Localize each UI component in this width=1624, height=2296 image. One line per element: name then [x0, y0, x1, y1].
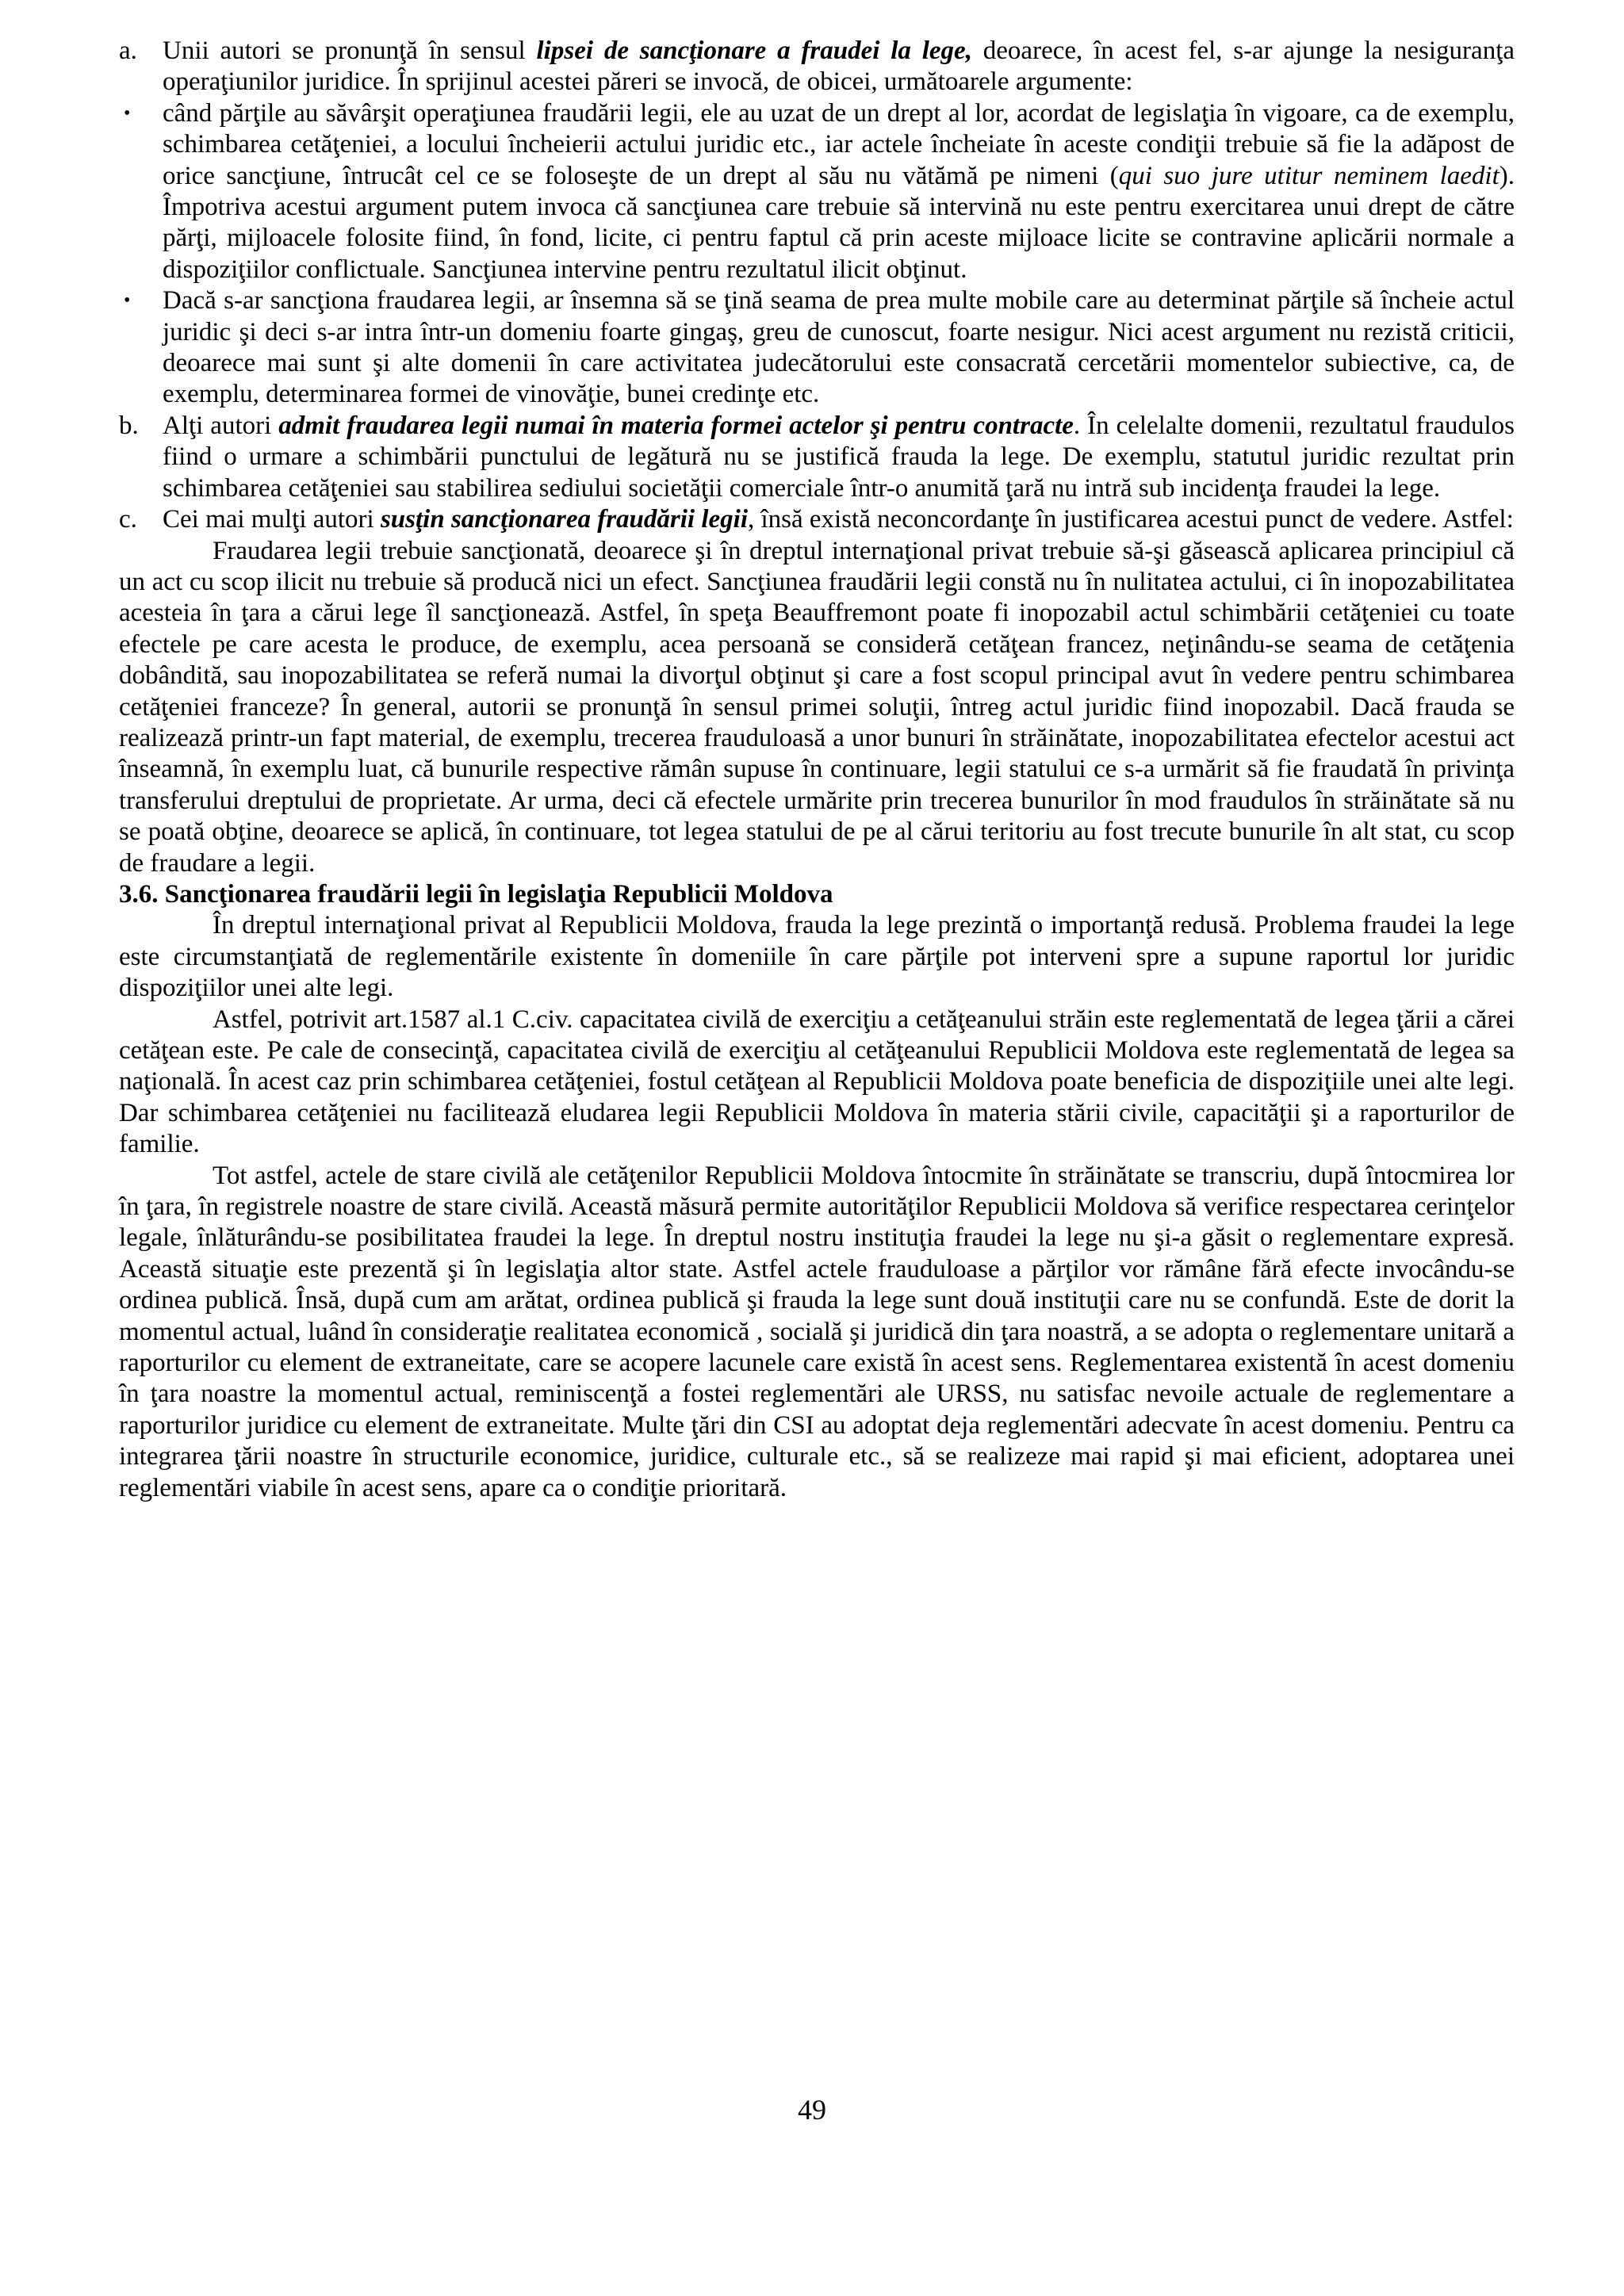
body-paragraph: Fraudarea legii trebuie sancţionată, deoarece şi în dreptul internaţional privat trebuie să-şi găsească aplicarea principiul că un act cu scop ilicit nu trebuie să producă nici un efect. Sancţiunea fraudării legii constă nu în nulitatea actului, ci în inopozabilitatea acesteia în ţara a cărui lege îl sancţionează. Astfel, în speţa Beauffremont poate fi inopozabil actul schimbării cetăţeniei cu toate efectele pe care acesta le produce, de exemplu, acea persoană se consideră cetăţean francez, neţinându-se seama de cetăţenia dobândită, sau inopozabilitatea se referă numai la divorţul obţinut şi care a fost scopul principal avut în vedere pentru schimbarea cetăţeniei franceze? În general, autorii se pronunţă în sensul primei soluţii, întreg actul juridic fiind inopozabil. Dacă frauda se realizează printr-un fapt material, de exemplu, trecerea frauduloasă a unor bunuri în străinătate, inopozabilitatea efectelor acestui act înseamnă, în exemplu luat, că bunurile respective rămân supuse în continuare, legii statului ce s-a urmărit să fie fraudată în privinţa transferului dreptului de proprietate. Ar urma, deci că efectele urmărite prin trecerea bunurilor în mod fraudulos în străinătate să nu se poată obţine, deoarece se aplică, în continuare, tot legea statului de pe al cărui teritoriu au fost trecute bunurile în alt stat, cu scop de fraudare a legii. — [119, 536, 1515, 878]
list-item-c — [119, 504, 1515, 535]
emphasized-text: admit fraudarea legii numai în materia formei actelor şi pentru contracte — [278, 411, 1074, 440]
list-item-text: deoarece, în acest fel, s-ar ajunge la nesiguranţa operaţiunilor juridice. În sprijinul acestei păreri se invocă, de obicei, următoarele argumente: — [163, 36, 1515, 97]
page-number: 49 — [798, 2094, 826, 2126]
bullet-text: ). Împotriva acestui argument putem invoca că sancţiunea care trebuie să intervină nu este pentru exercitarea unui drept de către părţi, mijloacele folosite fiind, în fond, licite, ci pentru faptul că prin aceste mijloace licite se contravine aplicării normale a dispoziţiilor conflictuale. Sancţiunea intervine pentru rezultatul ilicit obţinut. — [163, 161, 1515, 284]
document-page — [119, 36, 1515, 1504]
bullet-icon: • — [124, 102, 131, 124]
emphasized-text: lipsei de sancţionare a fraudei la lege, — [536, 36, 972, 65]
list-item-text: Alţi autori — [163, 411, 279, 440]
bullet-text: când părţile au săvârşit operaţiunea fraudării legii, ele au uzat de un drept al lor, acordat de legislaţia în vigoare, ca de exemplu, schimbarea cetăţeniei, a locului încheierii actului juridic etc., iar actele încheiate în aceste condiţii trebuie să fie la adăpost de orice sancţiune, întrucât cel ce se foloseşte de un drept al său nu vătămă pe nimeni ( — [163, 98, 1515, 190]
list-item-text: , însă există neconcordanţe în justificarea acestui punct de vedere. Astfel: — [747, 505, 1514, 534]
emphasized-text: susţin sancţionarea fraudării legii — [380, 505, 748, 534]
body-paragraph: Astfel, potrivit art.1587 al.1 C.civ. capacitatea civilă de exerciţiu a cetăţeanului străin este reglementată de legea ţării a cărei cetăţean este. Pe cale de consecinţă, capacitatea civilă de exerciţiu al cetăţeanului Republicii Moldova este reglementată de legea sa naţională. În acest caz prin schimbarea cetăţeniei, fostul cetăţean al Republicii Moldova poate beneficia de dispoziţiile unei alte legi. Dar schimbarea cetăţeniei nu facilitează eludarea legii Republicii Moldova în materia stării civile, capacităţii şi a raporturilor de familie. — [119, 1004, 1515, 1159]
list-marker: b. — [119, 411, 139, 440]
list-item-text: Cei mai mulţi autori — [163, 505, 381, 534]
bullet-text: Dacă s-ar sancţiona fraudarea legii, ar însemna să se ţină seama de prea multe mobile care au determinat părţile să încheie actul juridic şi deci s-ar intra într-un domeniu foarte gingaş, greu de cunoscut, foarte nesigur. Nici acest argument nu rezistă criticii, deoarece mai sunt şi alte domenii în care activitatea judecătorului este consacrată cercetării momentelor subiective, ca, de exemplu, determinarea formei de vinovăţie, bunei credinţe etc. — [163, 286, 1515, 409]
list-marker: c. — [119, 505, 137, 534]
section-heading: 3.6. Sancţionarea fraudării legii în legislaţia Republicii Moldova — [119, 879, 833, 909]
list-marker: a. — [119, 36, 137, 65]
bullet-item — [119, 98, 1515, 285]
body-paragraph: Tot astfel, actele de stare civilă ale cetăţenilor Republicii Moldova întocmite în străinătate se transcriu, după întocmirea lor în ţara, în registrele noastre de stare civilă. Această măsură permite autorităţilor Republicii Moldova să verifice respectarea cerinţelor legale, înlăturându-se posibilitatea fraudei la lege. În dreptul nostru instituţia fraudei la lege nu şi-a găsit o reglementare expresă. Această situaţie este prezentă şi în legislaţia altor state. Astfel actele frauduloase a părţilor vor rămâne fără efecte invocându-se ordinea publică. Însă, după cum am arătat, ordinea publică şi frauda la lege sunt două instituţii care nu se confundă. Este de dorit la momentul actual, luând în consideraţie realitatea economică , socială şi juridică din ţara noastră, a se adopta o reglementare unitară a raporturilor cu element de extraneitate, care se acopere lacunele care există în acest sens. Reglementarea existentă în acest domeniu în ţara noastre la momentul actual, reminiscenţă a fostei reglementări ale URSS, nu satisfac nevoile actuale de reglementare a raporturilor juridice cu element de extraneitate. Multe ţări din CSI au adoptat deja reglementări adecvate în acest domeniu. Pentru ca integrarea ţării noastre în structurile economice, juridice, culturale etc., să se realizeze mai rapid şi mai eficient, adoptarea unei reglementări viabile în acest sens, apare ca o condiţie prioritară. — [119, 1161, 1515, 1502]
list-item-text: Unii autori se pronunţă în sensul — [163, 36, 537, 65]
list-item-b — [119, 411, 1515, 504]
latin-phrase: qui suo jure utitur neminem laedit — [1118, 161, 1500, 190]
body-paragraph: În dreptul internaţional privat al Republicii Moldova, frauda la lege prezintă o importanţă redusă. Problema fraudei la lege este circumstanţiată de reglementările existente în domeniile în care părţile pot interveni spre a supune raportul lor juridic dispoziţiilor unei alte legi. — [119, 911, 1515, 1003]
list-item-text: . În celelalte domenii, rezultatul fraudulos fiind o urmare a schimbării punctului de legătură nu se justifică frauda la lege. De exemplu, statutul juridic rezultat prin schimbarea cetăţeniei sau stabilirea sediului societăţii comerciale într-o anumită ţară nu intră sub incidenţa fraudei la lege. — [163, 411, 1515, 503]
bullet-item — [119, 285, 1515, 411]
bullet-icon: • — [124, 290, 131, 312]
list-item-a — [119, 36, 1515, 98]
